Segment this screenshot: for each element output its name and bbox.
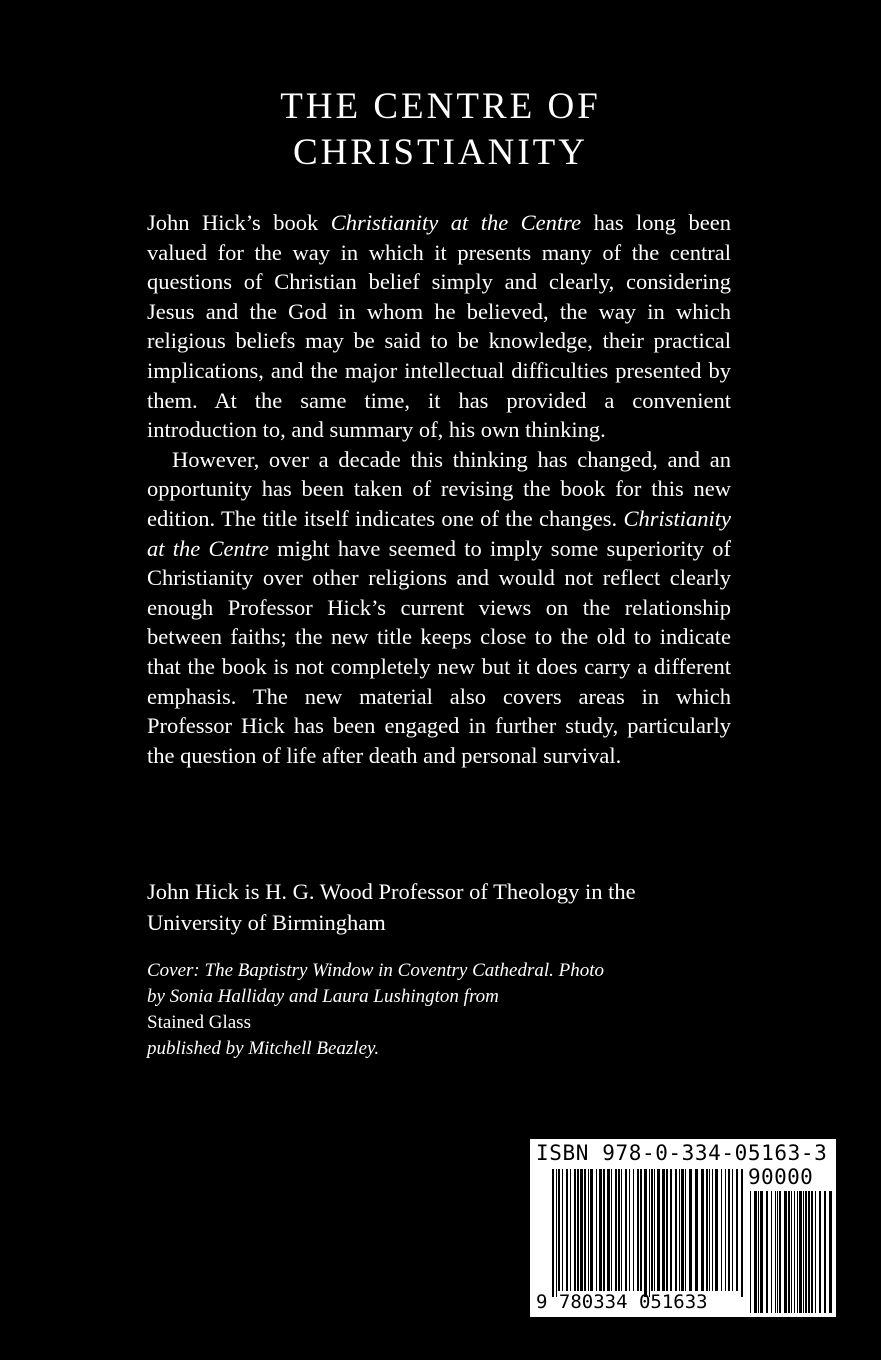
barcode-bar	[662, 1169, 665, 1291]
barcode-bar	[590, 1169, 593, 1291]
barcode-bar	[725, 1169, 726, 1291]
barcode-bar	[651, 1169, 653, 1291]
barcode-bar	[599, 1169, 602, 1291]
barcode-bar	[562, 1169, 563, 1291]
title-line-1: THE CENTRE OF	[280, 86, 601, 127]
blurb-paragraph-2: However, over a decade this thinking has changed, and an opportunity has been taken of revising the book for this new edition. The title itself indicates one of the changes. Christianity at the Centre might have seemed to imply some superiority of Christianity over other religions and would not reflect clearly enough Professor Hick’s current views on the relationship between faiths; the new title keeps close to the old to indicate that the book is not completely new but it does carry a different emphasis. The new material also covers areas in which Professor Hick has been engaged in further study, particularly the question of life after death and personal survival.	[147, 446, 731, 768]
addon-bar	[805, 1191, 807, 1313]
cover-credit	[147, 958, 737, 1062]
cover-credit-line-2: by Sonia Halliday and Laura Lushington from Stained Glass	[147, 984, 737, 1036]
barcode-bar	[556, 1169, 557, 1297]
addon-bar	[803, 1191, 804, 1313]
addon-bar	[758, 1191, 759, 1313]
barcode-bar	[689, 1169, 692, 1291]
addon-bar	[799, 1191, 802, 1313]
addon-bar	[791, 1191, 792, 1313]
barcode-bar	[607, 1169, 610, 1291]
book-title	[0, 84, 881, 176]
book-title-italic: Christianity at the Centre	[330, 210, 582, 235]
barcode-bar	[621, 1169, 622, 1291]
addon-bar	[784, 1191, 787, 1313]
barcode-bar	[574, 1169, 576, 1291]
barcode-bar	[588, 1169, 589, 1291]
barcode-bar	[629, 1169, 630, 1291]
addon-bar	[788, 1191, 790, 1313]
barcode-bar	[558, 1169, 560, 1291]
barcode-bar	[640, 1169, 642, 1291]
addon-bar	[775, 1191, 776, 1313]
barcode-bar	[570, 1169, 571, 1291]
barcode-bar	[709, 1169, 710, 1291]
barcode-bar	[715, 1169, 718, 1291]
addon-bar	[819, 1191, 821, 1313]
barcode-bar	[618, 1169, 620, 1291]
barcode-bar	[741, 1169, 743, 1297]
barcode-bar	[625, 1169, 627, 1291]
barcode-bar	[637, 1169, 639, 1291]
price-addon-code: 90000	[748, 1165, 814, 1189]
addon-bar	[811, 1191, 813, 1313]
addon-bar	[754, 1191, 757, 1313]
barcode-bar	[736, 1169, 738, 1291]
barcode-bar	[681, 1169, 684, 1291]
addon-bar	[766, 1191, 768, 1313]
barcode-bar	[584, 1169, 586, 1291]
author-bio-line-1: John Hick is H. G. Wood Professor of Theology in the	[147, 879, 636, 904]
source-book-title: Stained Glass	[147, 1012, 251, 1033]
author-bio-line-2: University of Birmingham	[147, 910, 386, 935]
barcode-bar	[577, 1169, 579, 1291]
blurb-paragraph-1: John Hick’s book Christianity at the Centre has long been valued for the way in which it presents many of the central questions of Christian belief simply and clearly, considering Jesus and the God in whom he believed, the way in which religious beliefs may be said to be knowledge, their practical implications, and the major intellectual difficulties presented by them. At the same time, it has provided a convenient introduction to, and summary of, his own thinking.	[147, 210, 732, 443]
barcode-bar	[654, 1169, 655, 1291]
barcode-digits: 9 780334 051633	[536, 1291, 708, 1313]
addon-bar	[829, 1191, 832, 1313]
addon-bar	[808, 1191, 810, 1313]
barcode-bar	[685, 1169, 686, 1291]
title-line-2: CHRISTIANITY	[293, 132, 588, 173]
addon-bar	[797, 1191, 798, 1313]
addon-bar	[777, 1191, 778, 1313]
barcode-bar	[633, 1169, 634, 1291]
addon-bar	[815, 1191, 816, 1313]
barcode-bar	[580, 1169, 583, 1291]
isbn-label: ISBN 978-0-334-05163-3	[536, 1141, 828, 1165]
addon-bar	[779, 1191, 781, 1313]
cover-credit-line-3: published by Mitchell Beazley.	[147, 1038, 380, 1059]
barcode-bar	[728, 1169, 730, 1291]
barcode-bar	[603, 1169, 605, 1291]
barcode-bar	[721, 1169, 722, 1291]
barcode-bar	[596, 1169, 597, 1291]
barcode-bar	[644, 1169, 647, 1297]
addon-bar	[750, 1191, 751, 1313]
barcode-bar	[566, 1169, 568, 1291]
barcode-bar	[670, 1169, 672, 1291]
cover-credit-line-1: Cover: The Baptistry Window in Coventry Cathedral. Photo	[147, 960, 605, 981]
isbn-barcode	[530, 1139, 836, 1317]
barcode-bar	[679, 1169, 680, 1291]
addon-bar	[824, 1191, 826, 1313]
author-bio	[147, 876, 747, 938]
barcode-bar	[649, 1169, 650, 1297]
barcode-bar	[552, 1169, 554, 1297]
barcode-bar	[732, 1169, 733, 1291]
barcode-bar	[666, 1169, 668, 1291]
addon-bar	[794, 1191, 795, 1313]
addon-bar	[771, 1191, 772, 1313]
barcode-bar	[695, 1169, 698, 1291]
barcode-bar	[701, 1169, 704, 1291]
barcode-bar	[615, 1169, 617, 1291]
barcode-bar	[712, 1169, 713, 1291]
barcode-bar	[675, 1169, 677, 1291]
addon-bar	[760, 1191, 763, 1313]
barcode-bar	[657, 1169, 660, 1291]
barcode-bar	[706, 1169, 708, 1291]
barcode-bar	[611, 1169, 612, 1291]
blurb	[147, 208, 731, 770]
book-title-italic: Christianity at the Centre	[147, 505, 731, 561]
